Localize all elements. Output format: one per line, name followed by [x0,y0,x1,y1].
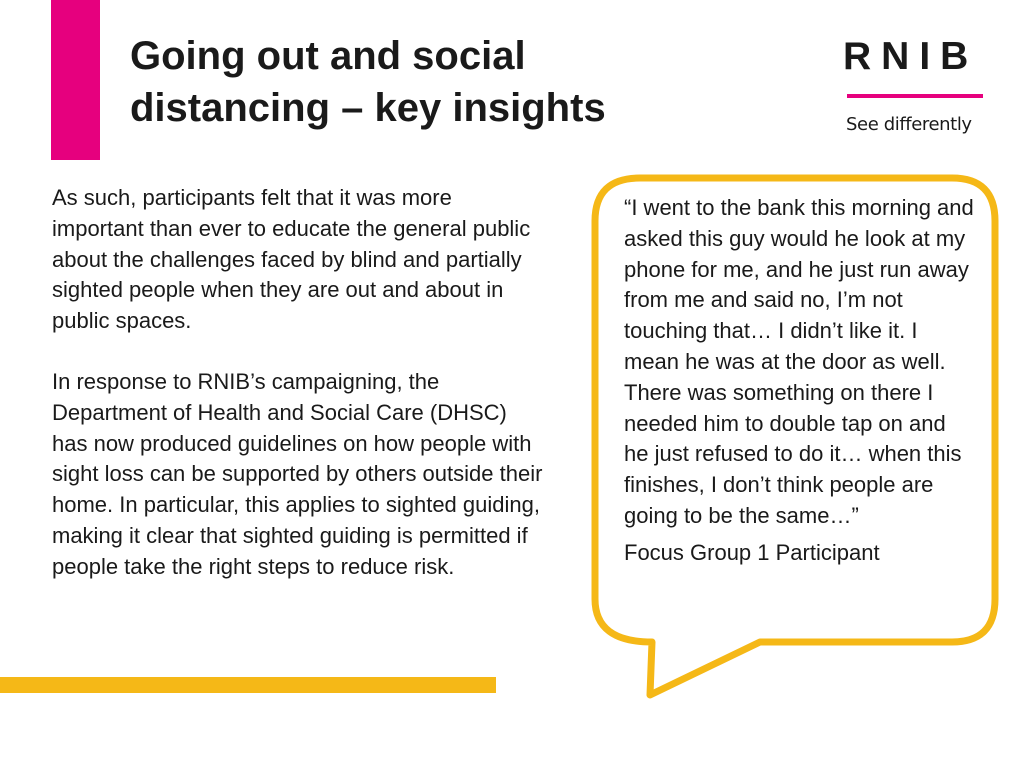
logo-tagline: See differently [846,114,972,135]
slide-title-line-2: distancing – key insights [130,86,606,130]
slide-title-line-1: Going out and social [130,34,526,78]
logo-wordmark: RNIB [843,35,979,78]
quote-attribution: Focus Group 1 Participant [624,539,880,565]
quote-text: “I went to the bank this morning and asked this guy would he look at my phone for me, and he just run away from me and said no, I’m not touching that… I didn’t like it. I mean he was at the door as well. There was something on there I needed him to double tap on and he just refused to do it… when this finishes, I don’t think people are going to be the same…” [624,195,974,528]
body-paragraph-2: In response to RNIB’s campaigning, the Department of Health and Social Care (DHSC) has now produced guidelines on how people with sight loss can be supported by others outside their home. In particular, this applies to sighted guiding, making it clear that sighted guiding is permitted if people take the right steps to reduce risk. [52,368,543,579]
quote-box [624,193,976,569]
body-paragraph-1: As such, participants felt that it was more important than ever to educate the general public about the challenges faced by blind and partially sighted people when they are out and about in public spaces. [52,185,531,334]
